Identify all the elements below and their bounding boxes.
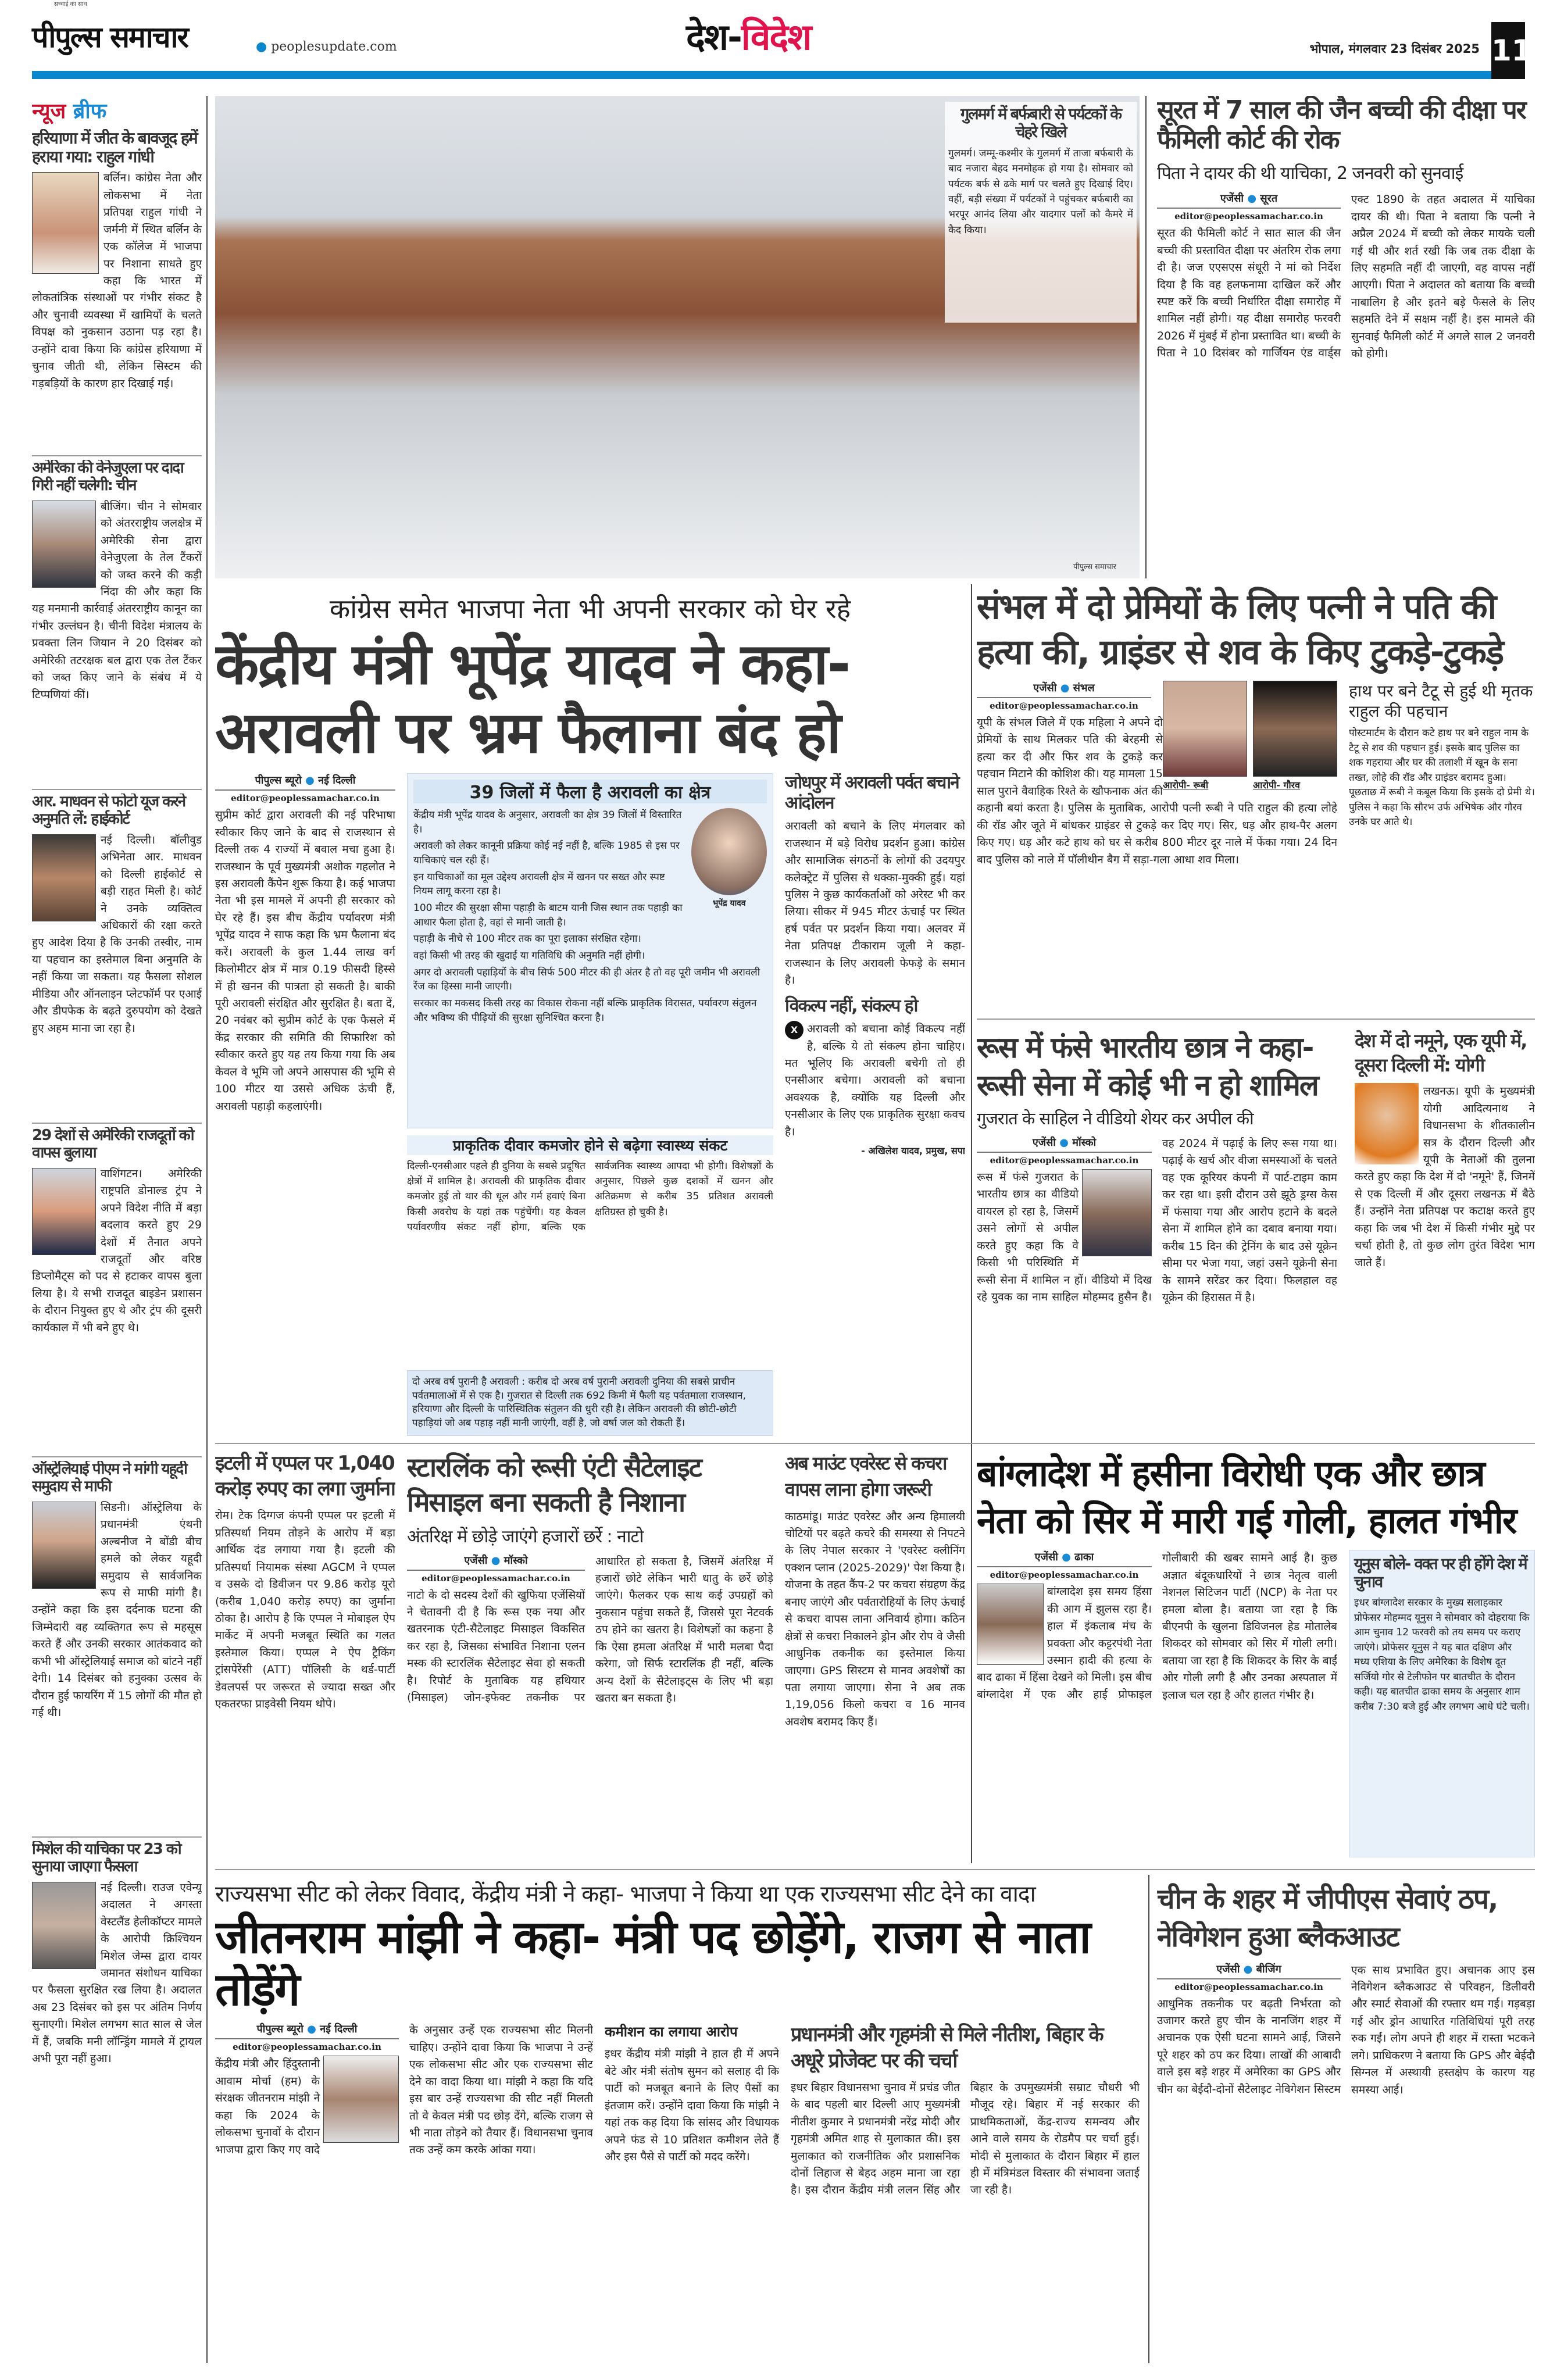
aravali-col1 <box>215 773 395 1436</box>
yogi-body: लखनऊ। यूपी के मुख्यमंत्री योगी आदित्यनाथ ने विधानसभा के शीतकालीन सत्र के दौरान दिल्ली और यूपी के नेताओं की तुलना करते हुए कहा कि देश में दो 'नमूने' हैं, जिनमें से एक दिल्ली में और दूसरा लखनऊ में बैठे हैं। उन्होंने नेता प्रतिपक्ष पर कटाक्ष करते हुए कहा कि जब भी देश में किसी गंभीर मुद्दे पर चर्चा होती है, तो कुछ लोग तुरंत विदेश भाग जाते हैं। <box>1355 1085 1535 1269</box>
russia-columns <box>977 1135 1337 1436</box>
surat-subhead: पिता ने दायर की थी याचिका, 2 जनवरी को सुनवाई <box>1157 163 1463 184</box>
email-link[interactable]: editor@peoplessamachar.co.in <box>990 701 1138 711</box>
photo-caption: आरोपी- गौरव <box>1253 780 1301 791</box>
divider <box>32 1456 202 1457</box>
email-link[interactable]: editor@peoplessamachar.co.in <box>1174 211 1323 222</box>
email-link[interactable]: editor@peoplessamachar.co.in <box>422 1573 570 1584</box>
byline: एजेंसी ● ढाका <box>977 1550 1152 1567</box>
website-text: peoplesupdate.com <box>271 40 397 54</box>
yunus-sidebar <box>1349 1550 1535 1857</box>
yogi-photo <box>1355 1083 1419 1164</box>
starlink-subhead: अंतरिक्ष में छोड़े जाएंगे हजारों छर्रे : नाटो <box>407 1526 644 1547</box>
bangladesh-story <box>977 1450 1535 1857</box>
fact-item: 100 मीटर की सुरक्षा सीमा पहाड़ी के बाटम यानी जिस स्थान तक पहाड़ी का आधार फैला होता है, वहां से मानी जाती है। <box>413 902 683 928</box>
byline: एजेंसी ● मॉस्को <box>407 1553 585 1571</box>
sambhal-columns <box>977 681 1535 1009</box>
yogi-headline: देश में दो नमूने, एक यूपी में, दूसरा दिल्ली में: योगी <box>1355 1030 1527 1076</box>
news-brief-column <box>32 96 202 2363</box>
brief-story <box>32 460 202 785</box>
sambhal-story <box>977 681 1337 1009</box>
brief-photo <box>32 1882 96 1969</box>
logo <box>32 16 188 56</box>
sidebar-title: यूनुस बोले- वक्त पर ही होंगे देश में चुनाव <box>1354 1555 1527 1592</box>
sambhal-headline: संभल में दो प्रेमियों के लिए पत्नी ने पति की हत्या की, ग्राइंडर से शव के किए टुकड़े-टुकड़े <box>977 587 1504 673</box>
accused-photo-wrap <box>1253 681 1337 791</box>
commission-story <box>605 2022 779 2363</box>
minister-photo-wrap <box>691 808 767 909</box>
surat-headline: सूरत में 7 साल की जैन बच्ची की दीक्षा पर फैमिली कोर्ट की रोक <box>1157 96 1526 155</box>
brief-title-red: न्यूज <box>32 99 66 123</box>
column-divider <box>1148 1875 1149 2363</box>
header-rule <box>32 71 1491 79</box>
china-columns <box>1157 1962 1535 2363</box>
aravali-headline: केंद्रीय मंत्री भूपेंद्र यादव ने कहा- अरावली पर भ्रम फैलाना बंद हो <box>215 631 850 766</box>
brief-story <box>32 1841 202 2190</box>
logo-tagline: सच्चाई का साथ <box>54 1 87 8</box>
byline: एजेंसी ● मॉस्को <box>977 1135 1152 1153</box>
section-title-red: विदेश <box>741 16 811 58</box>
jodhpur-headline: जोधपुर में अरावली पर्वत बचाने आंदोलन <box>785 773 959 813</box>
manjhi-body: केंद्रीय मंत्री और हिंदुस्तानी आवाम मोर्चा (हम) के संरक्षक जीतनराम मांझी ने कहा कि 2024 के लोकसभा चुनावों के दौरान भाजपा द्वारा किए गए वादे के अनुसार उन्हें एक राज्यसभा सीट मिलनी चाहिए। उन्होंने दावा किया कि भाजपा ने उन्हें एक लोकसभा सीट और एक राज्यसभा सीट देने का वादा किया था। मांझी ने कहा कि यदि इस बार उन्हें राज्यसभा की सीट नहीं मिलती तो वे केवल मंत्री पद छोड़ देंगे, बल्कि राजग से भी नाता तोड़ने को तैयार हैं। विधानसभा चुनाव तक उन्हें कम करके आंका गया। <box>215 2024 593 2157</box>
bangladesh-columns <box>977 1550 1337 1857</box>
surat-columns <box>1157 191 1535 578</box>
sahil-photo <box>1082 1169 1152 1256</box>
jodhpur-story <box>785 773 965 1436</box>
logo-text: पीपुल्स समाचार <box>32 20 188 54</box>
photo-feature-title: गुलमर्ग में बर्फबारी से पर्यटकों के चेहरे खिले <box>960 105 1121 142</box>
divider <box>215 1443 1535 1444</box>
manjhi-kicker: राज्यसभा सीट को लेकर विवाद, केंद्रीय मंत्री ने कहा- भाजपा ने किया था एक राज्यसभा सीट देने का वादा <box>215 1881 1035 1907</box>
manjhi-photo <box>323 2056 399 2143</box>
column-divider <box>206 96 208 2363</box>
china-headline: चीन के शहर में जीपीएस सेवाएं ठप, नेविगेशन हुआ ब्लैकआउट <box>1157 1883 1498 1953</box>
surat-body: सूरत की फैमिली कोर्ट ने सात साल की जैन बच्ची की प्रस्तावित दीक्षा पर अंतरिम रोक लगा दी है। जज एएसएस संधूरी ने मां को निर्देश दिया है कि वह हलफनामा दाखिल करें और स्पष्ट करें कि बच्ची निर्धारित दीक्षा समारोह में शामिल नहीं होगी। यह दीक्षा समारोह फरवरी 2026 में मुंबई में होना प्रस्तावित था। बच्ची के पिता ने 10 दिसंबर को गार्जियन एंड वार्ड्स एक्ट 1890 के तहत अदालत में याचिका दायर की थी। पिता ने बताया कि पत्नी ने अप्रैल 2024 में बच्ची को लेकर मायके चली गई थी और शर्त रखी कि जब तक दीक्षा के लिए सहमति नहीं दी जाएगी, वह वापस नहीं आएगी। पिता ने अदालत को बताया कि बच्ची नाबालिग है और इतने बड़े फैसले के लिए सहमति देने में सक्षम नहीं है। इस मामले की सुनवाई फैमिली कोर्ट में अगले साल 2 जनवरी को होगी। <box>1157 193 1535 360</box>
everest-story <box>785 1450 965 1857</box>
starlink-headline: स्टारलिंक को रूसी एंटी सैटेलाइट मिसाइल बना सकती है निशाना <box>407 1452 701 1518</box>
everest-body: काठमांडू। माउंट एवरेस्ट और अन्य हिमालयी चोटियों पर बढ़ते कचरे की समस्या से निपटने के लिए नेपाल सरकार ने 'एवरेस्ट क्लीनिंग एक्शन प्लान (2025-2029)' पेश किया है। योजना के तहत कैंप-2 पर कचरा संग्रहण केंद्र बनाए जाएंगे और पर्वतारोहियों के लिए ऊंचाई से कचरा वापस लाना अनिवार्य होगा। कठिन क्षेत्रों से कचरा निकालने ड्रोन और रोप वे जैसी आधुनिक तकनीक का इस्तेमाल किया जाएगा। GPS सिस्टम से मानव अवशेषों का पता लगाया जाएगा। सेना ने अब तक 1,19,056 किलो कचरा व 16 मानव अवशेष बरामद किए हैं। <box>785 1510 965 1728</box>
quote-body: अरावली को बचाना कोई विकल्प नहीं है, बल्कि ये तो संकल्प होना चाहिए। मत भूलिए कि अरावली बचेगी तो ही एनसीआर बचेगा। अरावली को बचाना अवश्यक है, क्योंकि यह दिल्ली और एनसीआर के लिए एक प्राकृतिक सुरक्षा कवच है। <box>785 1023 965 1138</box>
aravali-section <box>215 590 965 1436</box>
manjhi-row <box>215 2022 1140 2363</box>
brief-body: सिडनी। ऑस्ट्रेलिया के प्रधानमंत्री एंथनी अल्बनीज ने बोंडी बीच हमले को लेकर यहूदी समुदाय से सार्वजनिक रूप से माफी मांगी है। उन्होंने कहा कि इस दर्दनाक घटना की जिम्मेदारी वह व्यक्तिगत रूप से महसूस करते हैं और उनकी सरकार आतंकवाद को कभी भी ऑस्ट्रेलियाई समाज को बांटने नहीं देगी। 14 दिसंबर को हनुक्का उत्सव के दौरान हुई फायरिंग में 15 लोगों की मौत हो गई थी। <box>32 1500 202 1720</box>
sidebar-title: हाथ पर बने टैटू से हुई थी मृतक राहुल की पहचान <box>1349 681 1533 721</box>
email-link[interactable]: editor@peoplessamachar.co.in <box>990 1570 1139 1581</box>
starlink-story <box>407 1450 773 1857</box>
brief-title-blue: ब्रीफ <box>73 99 107 123</box>
photo-caption: आरोपी- रूबी <box>1163 780 1209 791</box>
brief-story <box>32 1127 202 1453</box>
russia-headline: रूस में फंसे भारतीय छात्र ने कहा- रूसी सेना में कोई भी न हो शामिल <box>977 1031 1318 1102</box>
apple-headline: इटली में एप्पल पर 1,040 करोड़ रुपए का लगा जुर्माना <box>215 1452 395 1501</box>
minister-photo <box>691 808 767 895</box>
divider <box>32 1123 202 1124</box>
brief-body: नई दिल्ली। राउज एवेन्यू अदालत ने अगस्ता वेस्टलैंड हेलीकॉप्टर मामले के आरोपी क्रिश्चियन मिशेल जेम्स द्वारा दायर जमानत संशोधन याचिका पर फैसला सुरक्षित रख लिया है। अदालत अब 23 दिसंबर को इस पर अंतिम निर्णय सुनाएगी। मिशेल लगभग सात साल से जेल में हैं, जबकि मनी लॉन्ड्रिंग मामले में ट्रायल अभी पूरा नहीं हुआ। <box>32 1881 202 2065</box>
fact-item: वहां किसी भी तरह की खुदाई या गतिविधि की अनुमति नहीं होगी। <box>413 949 645 962</box>
divider <box>977 1019 1535 1020</box>
jodhpur-body: अरावली को बचाने के लिए मंगलवार को राजस्थान में बड़े विरोध प्रदर्शन हुआ। कांग्रेस और सामाजिक संगठनों के लोगों की उदयपुर कलेक्ट्रेट में पुलिस से धक्का-मुक्की हुई। यहां पुलिस ने कुछ कार्यकर्ताओं को अरेस्ट भी कर लिया। सीकर में 945 मीटर ऊंचाई पर स्थित हर्ष पर्वत पर प्रदर्शन किया गया। अलवर में नेता प्रतिपक्ष टीकाराम जूली ने कहा- राजस्थान के लिए अरावली फेफड़े के समान है। <box>785 820 965 987</box>
manjhi-story <box>215 2022 593 2363</box>
brief-story <box>32 129 202 452</box>
divider <box>215 1869 1535 1870</box>
nitish-headline: प्रधानमंत्री और गृहमंत्री से मिले नीतीश, बिहार के अधूरे प्रोजेक्ट पर की चर्चा <box>791 2023 1103 2072</box>
brief-photo <box>32 172 99 274</box>
brief-body: नई दिल्ली। बॉलीवुड अभिनेता आर. माधवन को दिल्ली हाईकोर्ट से बड़ी राहत मिली है। कोर्ट ने उनके व्यक्तित्व अधिकारों की रक्षा करते हुए आदेश दिया है कि उनकी तस्वीर, नाम या पहचान का इस्तेमाल बिना अनुमति के नहीं किया जा सकता। यह फैसला सोशल मीडिया और ऑनलाइन प्लेटफॉर्म पर एआई और डीपफेक के बढ़ते दुरुपयोग को देखते हुए अहम माना जा रहा है। <box>32 833 202 1035</box>
brief-photo <box>32 1168 96 1255</box>
sambhal-body: यूपी के संभल जिले में एक महिला ने अपने दो प्रेमियों के साथ मिलकर पति की बेरहमी से हत्या कर दी और फिर शव के टुकड़े कर पहचान मिटाने की कोशिश की। यह मामला 15 साल पुराने वैवाहिक रिश्ते के खौफनाक अंत की कहानी बयां करता है। पुलिस के मुताबिक, आरोपी पत्नी रूबी ने पति राहुल की हत्या लोहे की रॉड और जूते में बांधकर ग्राइंडर से टुकड़े कर दिए गए। सिर, धड़ और हाथ-पैर अलग किए गए। धड़ और कटे हाथ को घर से करीब 800 मीटर दूर नाले में फेंका गया। 24 दिन बाद पुलिस को नाले में पॉलीथीन बैग में सड़ा-गला आधा शव मिला। <box>977 716 1337 866</box>
brief-headline: आर. माधवन से फोटो यूज करने अनुमति लें: हाईकोर्ट <box>32 794 185 828</box>
brief-body: वाशिंगटन। अमेरिकी राष्ट्रपति डोनाल्ड ट्रंप ने अपने विदेश नीति में बड़ा बदलाव करते हुए 29 देशों में तैनात अपने राजदूतों और वरिष्ठ डिप्लोमैट्स को पद से हटाकर वापस बुला लिया है। ये सभी राजदूत बाइडेन प्रशासन के दौरान नियुक्त हुए थे और ट्रंप की दूसरी कार्यकाल में भी बने हुए थे। <box>32 1167 202 1334</box>
brief-story <box>32 794 202 1119</box>
byline: पीपुल्स ब्यूरो ● नई दिल्ली <box>215 2022 399 2039</box>
bangladesh-body: बांग्लादेश इस समय हिंसा की आग में झुलस रहा है। हाल में इंकलाब मंच के प्रवक्ता और कट्टरपंथी नेता उस्मान हादी की हत्या के बाद ढाका में हिंसा देखने को मिली। इस बीच बांग्लादेश में एक और हाई प्रोफाइल गोलीबारी की खबर सामने आई है। कुछ अज्ञात बंदूकधारियों ने छात्र नेतृत्व वाली नेशनल सिटिजन पार्टी (NCP) के नेता पर हमला बोला है। बताया जा रहा है कि बीएनपी के खुलना डिविजनल हेड मोतालेब शिकदर को सोमवार को सिर में गोली लगी। बताया जा रहा है कि शिकदर के सिर के बाईं ओर गोली लगी है और उनका अस्पताल में इलाज चल रहा है और हालत गंभीर है। <box>977 1552 1337 1702</box>
page-number: 11 <box>1491 22 1525 79</box>
byline: एजेंसी ● बीजिंग <box>1157 1962 1341 1979</box>
photo-credit: पीपुल्स समाचार <box>1073 563 1116 571</box>
brief-headline: अमेरिका की वेनेजुएला पर दादा गिरी नहीं चलेगी: चीन <box>32 460 183 494</box>
fact-item: पहाड़ी के नीचे से 100 मीटर तक का पूरा इलाका संरक्षित रहेगा। <box>413 933 641 945</box>
accused-photo <box>1163 681 1247 777</box>
brief-headline: 29 देशों से अमेरिकी राजदूतों को वापस बुलाया <box>32 1127 194 1162</box>
photo-feature-caption <box>945 102 1137 323</box>
bangladesh-headline: बांग्लादेश में हसीना विरोधी एक और छात्र नेता को सिर में मारी गई गोली, हालत गंभीर <box>977 1452 1516 1542</box>
fact-item: अगर दो अरावली पहाड़ियों के बीच सिर्फ 500 मीटर की ही अंतर है तो वह पूरी जमीन भी अरावली रेंज का हिस्सा मानी जाएगी। <box>413 966 760 993</box>
health-crisis-box <box>407 1135 773 1363</box>
dateline: भोपाल, मंगलवार 23 दिसंबर 2025 <box>1309 42 1480 56</box>
divider <box>32 1836 202 1838</box>
column-divider <box>1145 96 1147 578</box>
china-story <box>1157 1881 1535 2363</box>
brief-photo <box>32 501 96 588</box>
everest-headline: अब माउंट एवरेस्ट से कचरा वापस लाना होगा जरूरी <box>785 1452 947 1500</box>
brief-photo <box>32 1502 96 1589</box>
commission-title: कमीशन का लगाया आरोप <box>605 2024 738 2040</box>
nitish-body: इधर बिहार विधानसभा चुनाव में प्रचंड जीत के बाद पहली बार दिल्ली आए मुख्यमंत्री नीतीश कुमार ने प्रधानमंत्री नरेंद्र मोदी और गृहमंत्री अमित शाह से मुलाकात की। इस मुलाकात को राजनीतिक और प्रशासनिक दोनों लिहाज से बेहद अहम माना जा रहा है। इस दौरान केंद्रीय मंत्री ललन सिंह और बिहार के उपमुख्यमंत्री सम्राट चौधरी भी मौजूद रहे। बिहार में नई सरकार की प्राथमिकताओं, केंद्र-राज्य समन्वय और आने वाले समय के रोडमैप पर चर्चा हुई। मोदी से मुलाकात के दौरान बिहार में हाल ही में मंत्रिमंडल विस्तार की संभावना जताई जा रही है। <box>791 2081 1140 2197</box>
russia-story <box>977 1029 1337 1436</box>
fact-item: अरावली को लेकर कानूनी प्रक्रिया कोई नई नहीं है, बल्कि 1985 से इस पर याचिकाएं चल रही हैं। <box>413 840 680 867</box>
fact-item: सरकार का मकसद किसी तरह का विकास रोकना नहीं बल्कि प्राकृतिक विरासत, पर्यावरण संतुलन और भविष्य की पीढ़ियों की सुरक्षा सुनिश्चित करना है। <box>413 997 757 1024</box>
website-link[interactable]: ● peoplesupdate.com <box>256 40 397 54</box>
email-link[interactable]: editor@peoplessamachar.co.in <box>231 793 380 804</box>
sidebar-body: पोस्टमार्टम के दौरान कटे हाथ पर बने राहुल नाम के टैटू से शव की पहचान हुई। इसके बाद पुलिस का शक गहराया और घर की तलाशी में खून के सना तख्त, लोहे की रॉड और ग्राइंडर बरामद हुआ। पूछताछ में रूबी ने कबूल किया कि इसके दो प्रेमी थे। पुलिस ने कहा कि सौरभ उर्फ अभिषेक और गौरव उनके घर आते थे। <box>1349 727 1535 828</box>
fact-item: इन याचिकाओं का मूल उद्देश्य अरावली क्षेत्र में खनन पर सख्त और स्पष्ट नियम लागू करना रहा है। <box>413 871 665 898</box>
aravali-body: सुप्रीम कोर्ट द्वारा अरावली की नई परिभाषा स्वीकार किए जाने के बाद से राजस्थान से दिल्ली तक 4 राज्यों में बवाल मचा हुआ है। राजस्थान के पूर्व मुख्यमंत्री अशोक गहलोत ने इस अरावली कैंपेन शुरू किया है। कई भाजपा नेता भी इस मामले में अपनी ही सरकार को घेर रहे हैं। इस बीच केंद्रीय पर्यावरण मंत्री भूपेंद्र यादव ने साफ कहा कि भ्रम फैलाना बंद करें। अरावली के कुल 1.44 लाख वर्ग किलोमीटर क्षेत्र में मात्र 0.19 फीसदी हिस्से में ही खनन की पात्रता हो सकती है। बाकी पूरी अरावली संरक्षित और सुरक्षित है। बता दें, 20 नवंबर को सुप्रीम कोर्ट के एक फैसले में केंद्र सरकार की समिति की सिफारिश को स्वीकार करते हुए यह तय किया गया कि अब केवल वे भूमि जो अपने आसपास की भूमि से 100 मीटर या उससे अधिक ऊंची हैं, अरावली पहाड़ी कहलाएंगी। <box>215 809 395 1113</box>
yogi-story <box>1355 1029 1535 1436</box>
bangladesh-row <box>977 1550 1535 1857</box>
section-title <box>686 12 810 60</box>
accused-photo <box>1253 681 1337 777</box>
russia-body: रूस में फंसे गुजरात के भारतीय छात्र का वीडियो वायरल हो रहा है, जिसमें उसने लोगों से अपील करते हुए कहा कि वे किसी भी परिस्थिति में रूसी सेना में शामिल न हों। वीडियो में दिख रहे युवक का नाम साहिल मोहम्मद हुसैन है। वह 2024 में पढ़ाई के लिए रूस गया था। पढ़ाई के खर्च और वीजा समस्याओं के चलते वह एक कूरियर कंपनी में पार्ट-टाइम काम कर रहा था। इसी दौरान उसे झूठे ड्रग्स केस में फंसाया गया और आरोप हटाने के बदले सेना में शामिल होने का दबाव बनाया गया। करीब 15 दिन की ट्रेनिंग के बाद उसे यूक्रेन सीमा पर भेजा गया, जहां उसने यूक्रेनी सेना के सामने सरेंडर कर दिया। फिलहाल वह यूक्रेन की हिरासत में है। <box>977 1137 1337 1304</box>
sambhal-col <box>977 681 1151 714</box>
photo-caption: भूपेंद्र यादव <box>712 899 746 909</box>
quote-title: विकल्प नहीं, संकल्प हो <box>785 995 917 1016</box>
brief-body: बर्लिन। कांग्रेस नेता और लोकसभा में नेता प्रतिपक्ष राहुल गांधी ने जर्मनी में स्थित बर्लिन के एक कॉलेज में भाजपा पर निशाना साधते हुए कहा कि भारत में लोकतांत्रिक संस्थाओं पर गंभीर संकट है और चुनावी व्यवस्था में खामियों के चलते विपक्ष को नुकसान उठाना पड़ रहा है। उन्होंने दावा किया कि कांग्रेस हरियाणा में चुनाव जीती थी, लेकिन सिस्टम की गड़बड़ियों के कारण हार दिखाई गई। <box>32 171 202 390</box>
brief-photo <box>32 834 96 921</box>
email-link[interactable]: editor@peoplessamachar.co.in <box>990 1155 1139 1166</box>
aravali-age-note: दो अरब वर्ष पुरानी है अरावली : करीब दो अरब वर्ष पुरानी अरावली दुनिया की सबसे प्राचीन पर्वतमालाओं में से एक है। गुजरात से दिल्ली तक 692 किमी में फैली यह पर्वतमाला राजस्थान, हरियाणा और दिल्ली के पारिस्थितिक संतुलन की धुरी रही है। लेकिन अरावली की छोटी-छोटी पहाड़ियां जो अब पहाड़ नहीं मानी जाएंगी, वहीं है, जो वर्षा जल को रोकती हैं। <box>407 1370 773 1436</box>
sambhal-photos <box>1163 681 1337 791</box>
quote-author: - अखिलेश यादव, प्रमुख, सपा <box>861 1145 965 1157</box>
email-link[interactable]: editor@peoplessamachar.co.in <box>233 2042 381 2053</box>
sambhal-sidebar <box>1349 681 1535 1009</box>
china-body: आधुनिक तकनीक पर बढ़ती निर्भरता को उजागर करते हुए चीन के नानजिंग शहर में अचानक एक ऐसी घटना सामने आई, जिसने पूरे शहर को ठप कर दिया। लाखों की आबादी वाले इस बड़े शहर में अमेरिका का GPS और चीन का बेईदौ-दोनों सैटेलाइट नेविगेशन सिस्टम एक साथ प्रभावित हुए। अचानक आए इस नेविगेशन ब्लैकआउट से परिवहन, डिलीवरी और स्मार्ट सेवाओं की रफ्तार थम गई। गड़बड़ा गई और ड्रोन आधारित गतिविधियां पूरी तरह रुक गईं। लोग अपने ही शहर में रास्ता भटकने लगे। प्राधिकरण ने बताया कि GPS और बेईदौ सिग्नल में अस्थायी हस्तक्षेप के कारण यह समस्या आई। <box>1157 1963 1535 2096</box>
shikdar-photo <box>977 1584 1044 1665</box>
facts-box-title: 39 जिलों में फैला है अरावली का क्षेत्र <box>413 780 767 803</box>
sambhal-section <box>977 584 1535 1009</box>
nitish-story <box>791 2022 1140 2363</box>
byline: पीपुल्स ब्यूरो ● नई दिल्ली <box>215 773 395 791</box>
starlink-columns <box>407 1553 773 1857</box>
divider <box>32 789 202 790</box>
health-title: प्राकृतिक दीवार कमजोर होने से बढ़ेगा स्वास्थ्य संकट <box>407 1135 773 1155</box>
starlink-body: नाटो के दो सदस्य देशों की खुफिया एजेंसियों ने चेतावनी दी है कि रूस एक नया और खतरनाक एंटी-सैटेलाइट मिसाइल विकसित कर रहा है, जिसका संभावित निशाना एलन मस्क की स्टारलिंक सैटेलाइट सेवा हो सकती है। रिपोर्ट के मुताबिक यह हथियार (मिसाइल) जोन-इफेक्ट तकनीक पर आधारित हो सकता है, जिसमें अंतरिक्ष में हजारों छोटे लेकिन भारी धातु के छर्रे छोड़े जाएंगे। फैलकर एक साथ कई उपग्रहों को नुकसान पहुंचा सकते हैं, जिससे पूरा नेटवर्क ठप होने का खतरा है। विशेषज्ञों का कहना है कि ऐसा हमला अंतरिक्ष में भारी मलबा पैदा करेगा, जो सिर्फ स्टारलिंक ही नहीं, बल्कि अन्य देशों के सैटेलाइट्स के लिए भी बड़ा खतरा बन सकता है। <box>407 1554 773 1705</box>
commission-body: इधर केंद्रीय मंत्री मांझी ने हाल ही में अपने बेटे और मंत्री संतोष सुमन को सलाह दी कि पार्टी को मजबूत बनाने के लिए पैसों का इंतजाम करें। उन्होंने दावा किया कि मांझी ने यहां तक कह दिया कि सांसद और विधायक अपने फंड से 10 प्रतिशत कमीशन लेते हैं और इस पैसे से पार्टी को मदद करेंगे। <box>605 2047 779 2163</box>
aravali-kicker: कांग्रेस समेत भाजपा नेता भी अपनी सरकार को घेर रहे <box>329 593 851 624</box>
apple-body: रोम। टेक दिग्गज कंपनी एप्पल पर इटली में प्रतिस्पर्धा नियम तोड़ने के आरोप में बड़ा आर्थिक दंड लगाया गया है। इटली की प्रतिस्पर्धा नियामक संस्था AGCM ने एप्पल व उसके दो डिवीजन पर 9.86 करोड़ यूरो (करीब 1,040 करोड़ रुपए) का जुर्माना ठोका है। आरोप है कि एप्पल ने मोबाइल ऐप मार्केट में अपनी मजबूत स्थिति का गलत इस्तेमाल किया। एप्पल ने ऐप ट्रैकिंग ट्रांसपेरेंसी (ATT) पॉलिसी के थर्ड-पार्टी डेवलपर्स पर जरूरत से ज्यादा सख्त और एकतरफा प्राइवेसी नियम थोपे। <box>215 1509 395 1711</box>
brief-story <box>32 1461 202 1833</box>
sidebar-body: इधर बांग्लादेश सरकार के मुख्य सलाहकार प्रोफेसर मोहम्मद यूनुस ने सोमवार को दोहराया कि आम चुनाव 12 फरवरी को तय समय पर कराए जाएंगे। प्रोफेसर यूनुस ने यह बात दक्षिण और मध्य एशिया के लिए अमेरिका के विशेष दूत सर्जियो गोर से टेलीफोन पर बातचीत के दौरान कही। यह बातचीत ढाका समय के अनुसार शाम करीब 7:30 बजे हुई और लगभग आधे घंटे चली। <box>1354 1597 1530 1713</box>
manjhi-headline: जीतनराम मांझी ने कहा- मंत्री पद छोड़ेंगे, राजग से नाता तोड़ेंगे <box>215 1911 1090 2016</box>
surat-story <box>1157 96 1535 578</box>
brief-body: बीजिंग। चीन ने सोमवार को अंतरराष्ट्रीय जलक्षेत्र में अमेरिकी सेना द्वारा वेनेजुएला के तेल टैंकरों को जब्त करने की कड़ी निंदा की और कहा कि यह मनमानी कार्रवाई अंतरराष्ट्रीय कानून का गंभीर उल्लंघन है। चीनी विदेश मंत्रालय के प्रवक्ता लिन जियान ने 20 दिसंबर को अमेरिकी तटरक्षक बल द्वारा एक तेल टैंकर को जब्त किए जाने के संबंध में ये टिप्पणियां कीं। <box>32 499 202 701</box>
aravali-columns <box>215 773 965 1436</box>
apple-story <box>215 1450 395 1857</box>
health-body: दिल्ली-एनसीआर पहले ही दुनिया के सबसे प्रदूषित क्षेत्रों में शामिल है। अरावली की प्राकृतिक दीवार कमजोर हुई तो थार की धूल और गर्म हवाएं बिना किसी अवरोध के यहां तक पहुंचेंगी। यह केवल पर्यावरणीय संकट नहीं होगा, बल्कि एक सार्वजनिक स्वास्थ्य आपदा भी होगी। विशेषज्ञों के अनुसार, पिछले कुछ दशकों में खनन और अतिक्रमण से करीब 35 प्रतिशत अरावली क्षतिग्रस्त हो चुकी है। <box>407 1160 773 1233</box>
byline: एजेंसी ● सूरत <box>1157 191 1341 209</box>
news-brief-title <box>32 96 202 124</box>
fact-item: केंद्रीय मंत्री भूपेंद्र यादव के अनुसार, अरावली का क्षेत्र 39 जिलों में विस्तारित है। <box>413 809 682 835</box>
brief-headline: मिशेल की याचिका पर 23 को सुनाया जाएगा फैसला <box>32 1841 181 1875</box>
brief-headline: ऑस्ट्रेलियाई पीएम ने मांगी यहूदी समुदाय से माफी <box>32 1461 187 1495</box>
divider <box>32 455 202 456</box>
aravali-facts-box <box>407 773 773 1128</box>
accused-photo-wrap <box>1163 681 1247 791</box>
column-divider <box>971 584 972 1863</box>
brief-headline: हरियाणा में जीत के बावजूद हमें हराया गया: राहुल गांधी <box>32 129 197 167</box>
masthead <box>32 1 1532 81</box>
manjhi-section <box>215 1878 1140 2363</box>
email-link[interactable]: editor@peoplessamachar.co.in <box>1174 1981 1323 1992</box>
x-logo-icon: X <box>785 1021 804 1039</box>
byline: एजेंसी ● संभल <box>977 681 1151 698</box>
section-title-black: देश- <box>686 16 741 58</box>
russia-subhead: गुजरात के साहिल ने वीडियो शेयर कर अपील की <box>977 1109 1254 1128</box>
aravali-middle <box>407 773 773 1436</box>
photo-feature-body: गुलमर्ग। जम्मू-कश्मीर के गुलमर्ग में ताजा बर्फबारी के बाद नजारा बेहद मनमोहक हो गया है। सोमवार को पर्यटक बर्फ से ढके मार्ग पर चलते हुए दिखाई दिए। वहीं, बड़ी संख्या में पर्यटकों ने पहुंचकर बर्फबारी का भरपूर आनंद लिया और यादगार पलों को कैमरे में कैद किया। <box>948 148 1133 236</box>
